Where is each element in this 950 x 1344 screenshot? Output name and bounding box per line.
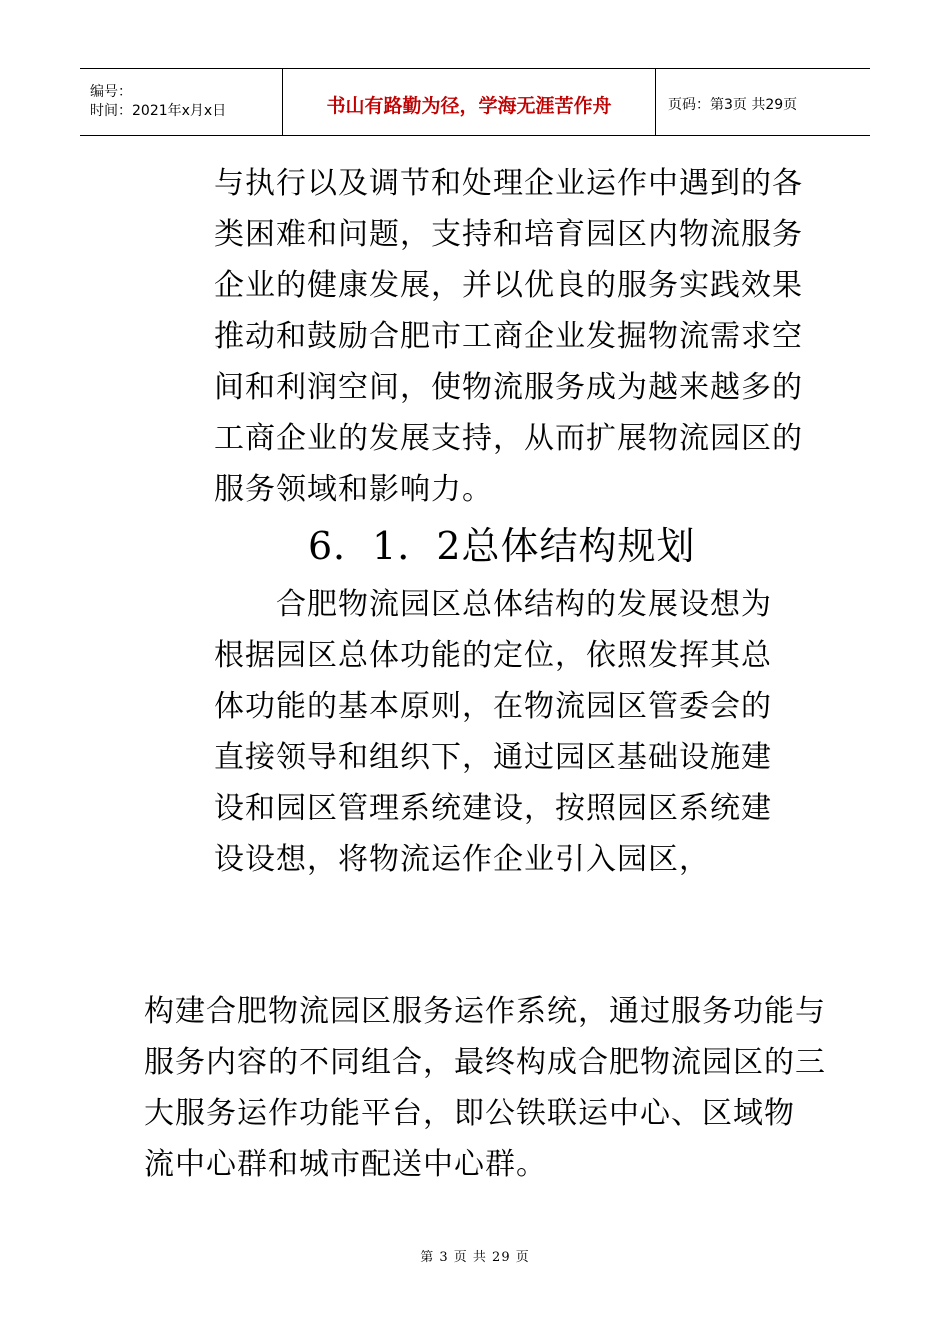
document-header bbox=[80, 68, 870, 136]
header-motto bbox=[282, 69, 656, 135]
paragraph-line: 根据园区总体功能的定位，依照发挥其总 bbox=[214, 638, 772, 673]
paragraph-line: 工商企业的发展支持，从而扩展物流园区的 bbox=[214, 421, 803, 456]
paragraph-line: 与执行以及调节和处理企业运作中遇到的各 bbox=[214, 166, 803, 201]
paragraph-line: 服务内容的不同组合，最终构成合肥物流园区的三 bbox=[144, 1045, 826, 1080]
page-info-text: 页码：第3页 共29页 bbox=[668, 97, 798, 113]
paragraph-line: 推动和鼓励合肥市工商企业发掘物流需求空 bbox=[214, 319, 803, 354]
paragraph-line: 合肥物流园区总体结构的发展设想为 bbox=[214, 587, 772, 622]
section-heading: 6．1．2总体结构规划 bbox=[308, 524, 696, 568]
paragraph-line: 大服务运作功能平台，即公铁联运中心、区域物 bbox=[144, 1096, 795, 1131]
paragraph-line: 设和园区管理系统建设，按照园区系统建 bbox=[214, 791, 772, 826]
paragraph-line: 服务领域和影响力。 bbox=[214, 472, 493, 507]
paragraph-line: 设设想，将物流运作企业引入园区， bbox=[214, 842, 710, 877]
paragraph-line: 流中心群和城市配送中心群。 bbox=[144, 1147, 547, 1182]
paragraph-continued bbox=[214, 158, 803, 515]
footer-page-number: 第 3 页 共 29 页 bbox=[420, 1250, 530, 1265]
document-time-label: 时间：2021年x月x日 bbox=[90, 103, 227, 119]
paragraph-service-system bbox=[144, 986, 826, 1190]
header-page-info bbox=[656, 69, 870, 135]
paragraph-line: 体功能的基本原则，在物流园区管委会的 bbox=[214, 689, 772, 724]
page-footer bbox=[0, 1246, 950, 1265]
paragraph-line: 直接领导和组织下，通过园区基础设施建 bbox=[214, 740, 772, 775]
paragraph-line: 构建合肥物流园区服务运作系统，通过服务功能与 bbox=[144, 994, 826, 1029]
paragraph-line: 间和利润空间，使物流服务成为越来越多的 bbox=[214, 370, 803, 405]
paragraph-overall-structure bbox=[214, 579, 772, 885]
paragraph-line: 类困难和问题，支持和培育园区内物流服务 bbox=[214, 217, 803, 252]
motto-text: 书山有路勤为径，学海无涯苦作舟 bbox=[326, 94, 612, 117]
document-number-label: 编号： bbox=[90, 84, 132, 100]
paragraph-line: 企业的健康发展，并以优良的服务实践效果 bbox=[214, 268, 803, 303]
header-meta bbox=[80, 69, 282, 135]
